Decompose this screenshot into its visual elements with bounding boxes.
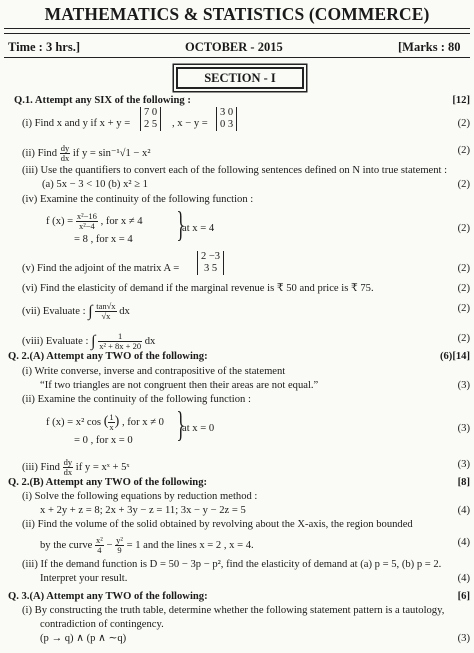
q1-viii-marks: (2): [457, 333, 470, 344]
q3a-i-pattern: (p → q) ∧ (p ∧ ∼q): [40, 633, 127, 644]
paren: ): [114, 413, 120, 429]
q1-vii-lead: (vii) Evaluate :: [22, 305, 86, 317]
q1-iv-f: [46, 212, 143, 231]
q2a-iii-marks: (3): [457, 459, 470, 470]
matrix-row: 3 5: [203, 263, 218, 274]
dy-dx-fraction: $\frac{dy}{dx}$: [63, 457, 73, 477]
q3a-i-text: (i) By constructing the truth table, determine whether the following statement pattern is a tautology,: [22, 605, 445, 616]
q1-ii-tail: if y = sin⁻¹√1 − x²: [72, 147, 151, 159]
integral-sign: ∫: [91, 333, 96, 350]
q2b-i-text: (i) Solve the following equations by reduction method :: [22, 491, 258, 502]
q1-viii-fraction: $\frac{1}{\text{x² + 8x + 20}}$: [99, 331, 142, 351]
q1-iii-text: (iii) Use the quantifiers to convert each of the following sentences defined on N into true statement :: [22, 165, 448, 176]
q2b-marks: [8]: [457, 477, 470, 488]
q1-iii-marks: (2): [457, 179, 470, 190]
q2a-i-statement: “If two triangles are not congruent then their areas are not equal.”: [40, 380, 319, 391]
q1-vii-dx: dx: [119, 305, 130, 317]
q3a-i-marks: (3): [457, 633, 470, 644]
paper-title: MATHEMATICS & STATISTICS (COMMERCE): [44, 4, 430, 24]
q1-viii-lead: (viii) Evaluate :: [22, 335, 89, 347]
q2b-ii-text: (ii) Find the volume of the solid obtained by revolving about the X-axis, the region bounded: [22, 519, 413, 530]
q2a-ii-brace: }: [176, 404, 185, 444]
marks-label: [Marks : 80: [398, 40, 461, 54]
q2b-ii-marks: (4): [457, 537, 470, 548]
q3a-heading: Q. 3.(A) Attempt any TWO of the following:: [8, 591, 208, 602]
q1-iv-marks: (2): [457, 223, 470, 234]
q2a-ii-fraction: $\frac{1}{x}$: [109, 412, 114, 432]
matrix-row: 0 3: [220, 119, 234, 130]
q1-vii-text: [22, 302, 130, 321]
q2a-marks: (6)[14]: [439, 351, 470, 362]
q2b-ii-lead: by the curve: [40, 539, 93, 551]
q1-v-marks: (2): [457, 263, 470, 274]
time-label: Time : 3 hrs.]: [8, 40, 80, 54]
q2b-heading: Q. 2.(B) Attempt any TWO of the following:: [8, 477, 208, 488]
section-heading: SECTION - I: [176, 67, 304, 89]
q1-vi-text: (vi) Find the elasticity of demand if the marginal revenue is ₹ 50 and price is ₹ 75.: [22, 283, 374, 294]
q1-i-marks: (2): [457, 118, 470, 129]
q1-i-text-2: , x − y =: [172, 118, 208, 129]
q1-iii-parts: (a) 5x − 3 < 10 (b) x² ≥ 1: [42, 179, 148, 190]
q2b-iii-marks: (4): [457, 573, 470, 584]
q2a-ii-f-label: f (x) = x² cos: [46, 416, 102, 428]
q2b-ii-curve: [40, 536, 254, 555]
title-rule-top: [4, 28, 470, 29]
q2a-ii-case-1: , for x ≠ 0: [121, 416, 164, 428]
matrix-row: 3 0: [220, 107, 234, 118]
x-squared-over-4: $\frac{\text{x²}}{4}$: [96, 535, 103, 555]
q1-iv-case-2: = 8 , for x = 4: [74, 234, 133, 245]
q3a-i-text-2: contradiction of contingency.: [40, 619, 164, 630]
q2a-i-text: (i) Write converse, inverse and contrapositive of the statement: [22, 366, 286, 377]
dy-dx-fraction: $\frac{dy}{dx}$: [60, 143, 70, 163]
matrix-row: 2 −3: [201, 251, 221, 262]
q1-iv-case-1: , for x ≠ 4: [100, 215, 143, 227]
q2a-i-marks: (3): [457, 380, 470, 391]
q2a-iii-lead: (iii) Find: [22, 461, 60, 473]
q2a-iii-text: [22, 458, 129, 477]
minus-sign: −: [106, 539, 113, 551]
q1-iv-fraction: $\frac{\text{x²−16}}{\text{x²−4}}$: [76, 211, 97, 231]
q1-i-matrix-2: [216, 107, 237, 131]
q1-v-text: (v) Find the adjoint of the matrix A =: [22, 263, 180, 274]
q2a-ii-point: at x = 0: [182, 423, 215, 434]
q2b-i-marks: (4): [457, 505, 470, 516]
q1-vii-marks: (2): [457, 303, 470, 314]
q1-viii-text: [22, 332, 155, 351]
matrix-row: 2 5: [144, 119, 158, 130]
q1-iv-text: (iv) Examine the continuity of the following function :: [22, 194, 254, 205]
q1-iv-point: at x = 4: [182, 223, 215, 234]
q2a-ii-case-2: = 0 , for x = 0: [74, 435, 133, 446]
q1-ii-marks: (2): [457, 145, 470, 156]
q2a-heading: Q. 2.(A) Attempt any TWO of the following:: [8, 351, 208, 362]
q2a-ii-text: (ii) Examine the continuity of the following function :: [22, 394, 251, 405]
q2b-ii-tail: = 1 and the lines x = 2 , x = 4.: [126, 539, 254, 551]
y-squared-over-9: $\frac{\text{y²}}{9}$: [116, 535, 123, 555]
q1-heading: Q.1. Attempt any SIX of the following :: [14, 95, 191, 106]
q1-viii-dx: dx: [144, 335, 156, 347]
q1-vii-fraction: $\frac{\tan√x}{√x}$: [96, 301, 116, 321]
paren: (: [103, 413, 109, 429]
q3a-marks: [6]: [457, 591, 470, 602]
session-label: OCTOBER - 2015: [185, 40, 283, 54]
header-rule: [4, 57, 470, 58]
q1-ii-lead: (ii) Find: [22, 147, 58, 159]
q2b-i-equations: x + 2y + z = 8; 2x + 3y − z = 11; 3x − y − 2z = 5: [40, 505, 246, 516]
integral-sign: ∫: [88, 303, 93, 320]
q2a-ii-f: [46, 413, 164, 432]
q1-i-text: (i) Find x and y if x + y =: [22, 118, 131, 129]
matrix-row: 7 0: [144, 107, 158, 118]
q2b-iii-interpret: Interpret your result.: [40, 573, 128, 584]
q1-vi-marks: (2): [457, 283, 470, 294]
q1-ii-text: [22, 144, 151, 163]
q1-v-matrix: [197, 251, 224, 275]
q1-iv-brace: }: [176, 204, 185, 244]
q2b-iii-text: (iii) If the demand function is D = 50 − 3p − p², find the elasticity of demand at (a) p = 5, (b) p = 2.: [22, 559, 442, 570]
title-rule-bottom: [4, 33, 470, 34]
q1-i-matrix-1: [140, 107, 161, 131]
q2a-iii-tail: if y = xˣ + 5ˣ: [75, 461, 130, 473]
q2a-ii-marks: (3): [457, 423, 470, 434]
q1-iv-f-label: f (x) =: [46, 215, 74, 227]
q1-marks: [12]: [452, 95, 470, 106]
